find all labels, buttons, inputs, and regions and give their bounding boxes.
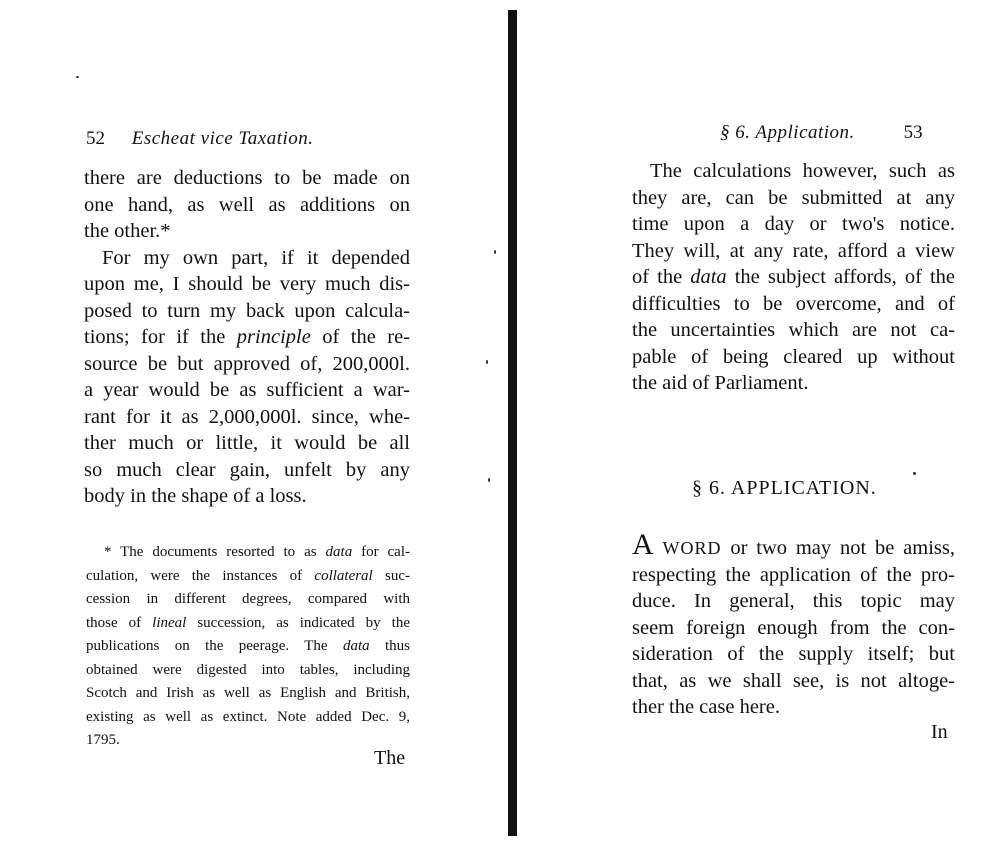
text-line: duce. In general, this topic may xyxy=(632,590,955,612)
text-line: the other.* xyxy=(84,220,171,242)
italic-word: data xyxy=(325,544,353,560)
print-speck xyxy=(76,76,79,78)
text-line: a year would be as sufficient a war- xyxy=(84,379,410,401)
text-line: time upon a day or two's notice. xyxy=(632,213,955,235)
text-line: they are, can be submitted at any xyxy=(632,186,955,209)
text-line: of the data the subject affords, of the xyxy=(632,266,955,288)
footnote-line: 1795. xyxy=(86,732,120,748)
text-line: source be but approved of, 200,000l. xyxy=(84,352,410,375)
section-heading: § 6. APPLICATION. xyxy=(692,477,877,499)
footnote-line: obtained were digested into tables, including xyxy=(86,661,410,678)
text-line: there are deductions to be made on xyxy=(84,167,410,189)
drop-initial: A xyxy=(632,528,654,561)
text-line: They will, at any rate, afford a view xyxy=(632,239,955,262)
text-line: upon me, I should be very much dis- xyxy=(84,273,410,295)
book-gutter xyxy=(508,10,517,836)
footnote-line: cession in different degrees, compared with xyxy=(86,591,410,607)
text-line: For my own part, if it depended xyxy=(102,246,410,269)
text-line: The calculations however, such as xyxy=(650,160,955,182)
text-line: ther the case here. xyxy=(632,696,780,718)
right-catchword: In xyxy=(931,721,948,743)
left-main-text xyxy=(84,165,410,510)
text-line: ther much or little, it would be all xyxy=(84,432,410,454)
right-page-number: 53 xyxy=(903,122,923,143)
left-running-title: Escheat vice Taxation. xyxy=(131,128,314,149)
right-page xyxy=(522,0,1000,844)
footnote-line: Scotch and Irish as well as English and British, xyxy=(86,685,410,701)
italic-word: data xyxy=(342,638,370,654)
text-line: difficulties to be overcome, and of xyxy=(632,292,955,315)
right-running-head xyxy=(720,122,923,144)
right-section-text xyxy=(632,528,955,721)
text-line: seem foreign enough from the con- xyxy=(632,616,955,639)
text-line: the uncertainties which are not ca- xyxy=(632,319,955,341)
italic-word: principle xyxy=(236,326,311,348)
text-line: respecting the application of the pro- xyxy=(632,563,955,586)
text-line: that, as we shall see, is not altoge- xyxy=(632,669,955,692)
print-speck xyxy=(486,360,488,364)
footnote-line: publications on the peerage. The data thus xyxy=(86,638,410,654)
text-line: A WORD or two may not be amiss, xyxy=(632,528,955,561)
footnote-line: * The documents resorted to as data for cal- xyxy=(104,544,411,560)
print-speck xyxy=(913,472,916,475)
print-speck xyxy=(488,478,490,482)
text-line: pable of being cleared up without xyxy=(632,345,955,368)
text-line: the aid of Parliament. xyxy=(632,372,809,394)
italic-word: data xyxy=(690,266,727,288)
text-line: tions; for if the principle of the re- xyxy=(84,326,410,348)
print-speck xyxy=(494,250,496,254)
text-line: sideration of the supply itself; but xyxy=(632,643,955,665)
footnote-line: those of lineal succession, as indicated by the xyxy=(86,614,410,631)
text-line: body in the shape of a loss. xyxy=(84,485,307,507)
italic-word: collateral xyxy=(314,567,373,584)
text-line: one hand, as well as additions on xyxy=(84,193,410,216)
left-catchword: The xyxy=(374,747,406,769)
text-line: rant for it as 2,000,000l. since, whe- xyxy=(84,405,410,428)
footnote-line: culation, were the instances of collateral suc- xyxy=(86,567,411,584)
footnote xyxy=(86,541,410,753)
right-main-text xyxy=(632,158,955,397)
text-line: posed to turn my back upon calcula- xyxy=(84,299,410,322)
left-page-number: 52 xyxy=(86,128,105,149)
text-line: so much clear gain, unfelt by any xyxy=(84,458,410,481)
right-running-title: § 6. Application. xyxy=(720,122,855,143)
footnote-line: existing as well as extinct. Note added Dec. 9, xyxy=(86,708,410,725)
left-running-head xyxy=(86,128,314,150)
italic-word: lineal xyxy=(152,614,187,631)
